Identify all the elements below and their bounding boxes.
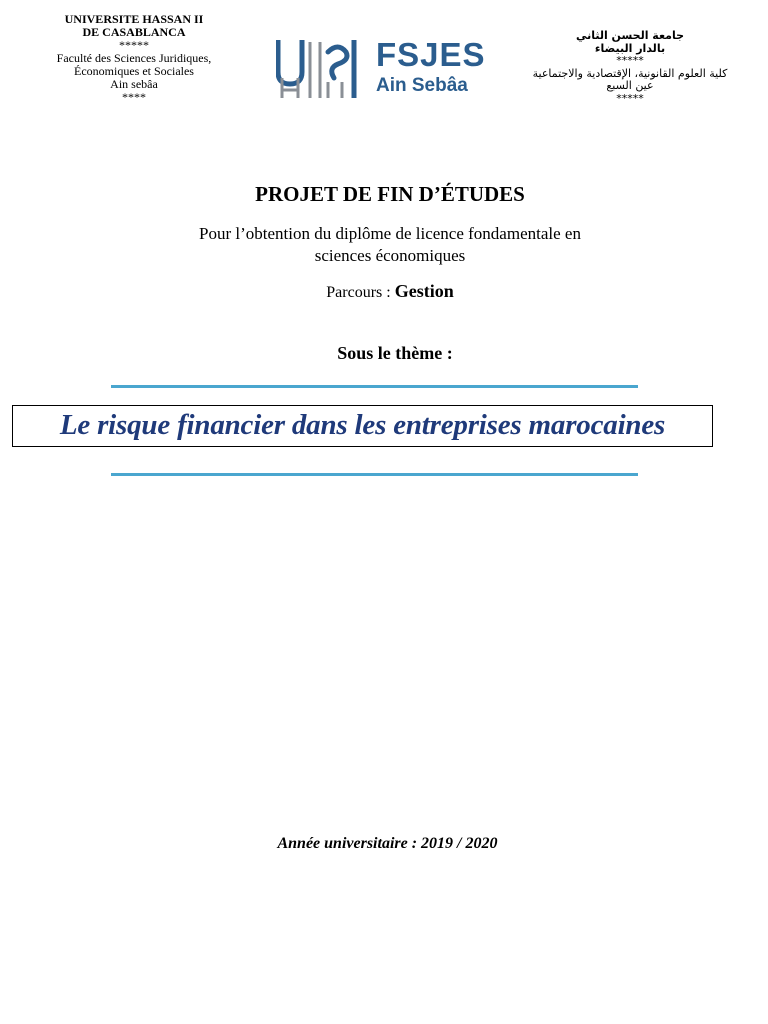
- faculty-name-line1: Faculté des Sciences Juridiques,: [56, 51, 212, 65]
- divider-top: [111, 385, 638, 388]
- university-name-arabic-line2: بالدار البيضاء: [594, 41, 666, 55]
- fsjes-logo: [276, 36, 486, 100]
- logo-campus: Ain Sebâa: [376, 75, 468, 96]
- parcours-label: Parcours :: [326, 284, 391, 301]
- university-name-line1: UNIVERSITE HASSAN II: [64, 12, 204, 26]
- document-title: PROJET DE FIN D’ÉTUDES: [255, 182, 525, 206]
- parcours-value: Gestion: [394, 281, 454, 301]
- logo-wordmark: FSJES: [376, 36, 486, 73]
- separator-stars: *****: [616, 91, 644, 105]
- subtitle-line1: Pour l’obtention du diplôme de licence fondamentale en: [199, 224, 581, 243]
- divider-bottom: [111, 473, 638, 476]
- separator-stars: ****: [122, 90, 146, 104]
- university-name-arabic-line1: جامعة الحسن الثاني: [575, 29, 685, 42]
- faculty-name-line2: Économiques et Sociales: [74, 64, 194, 78]
- separator-stars: *****: [119, 38, 149, 52]
- document-subtitle: [0, 223, 768, 267]
- subtitle-line2: sciences économiques: [314, 246, 466, 265]
- academic-year: Année universitaire : 2019 / 2020: [277, 835, 498, 852]
- theme-label: Sous le thème :: [337, 343, 453, 363]
- theme-title: Le risque financier dans les entreprises marocaines: [59, 409, 666, 441]
- parcours: [0, 281, 768, 302]
- campus-name: Ain sebâa: [110, 77, 158, 91]
- separator-stars: *****: [616, 54, 644, 67]
- header-left-institution: [40, 13, 228, 104]
- header-right-institution-arabic: [530, 30, 730, 105]
- faculty-name-arabic: كلية العلوم القانونية، الإقتصادية والاجتماعية: [532, 66, 728, 80]
- logo-mark-icon: [276, 38, 372, 100]
- theme-box: [12, 405, 713, 447]
- university-name-line2: DE CASABLANCA: [82, 25, 186, 39]
- campus-name-arabic: عين السبع: [606, 79, 654, 92]
